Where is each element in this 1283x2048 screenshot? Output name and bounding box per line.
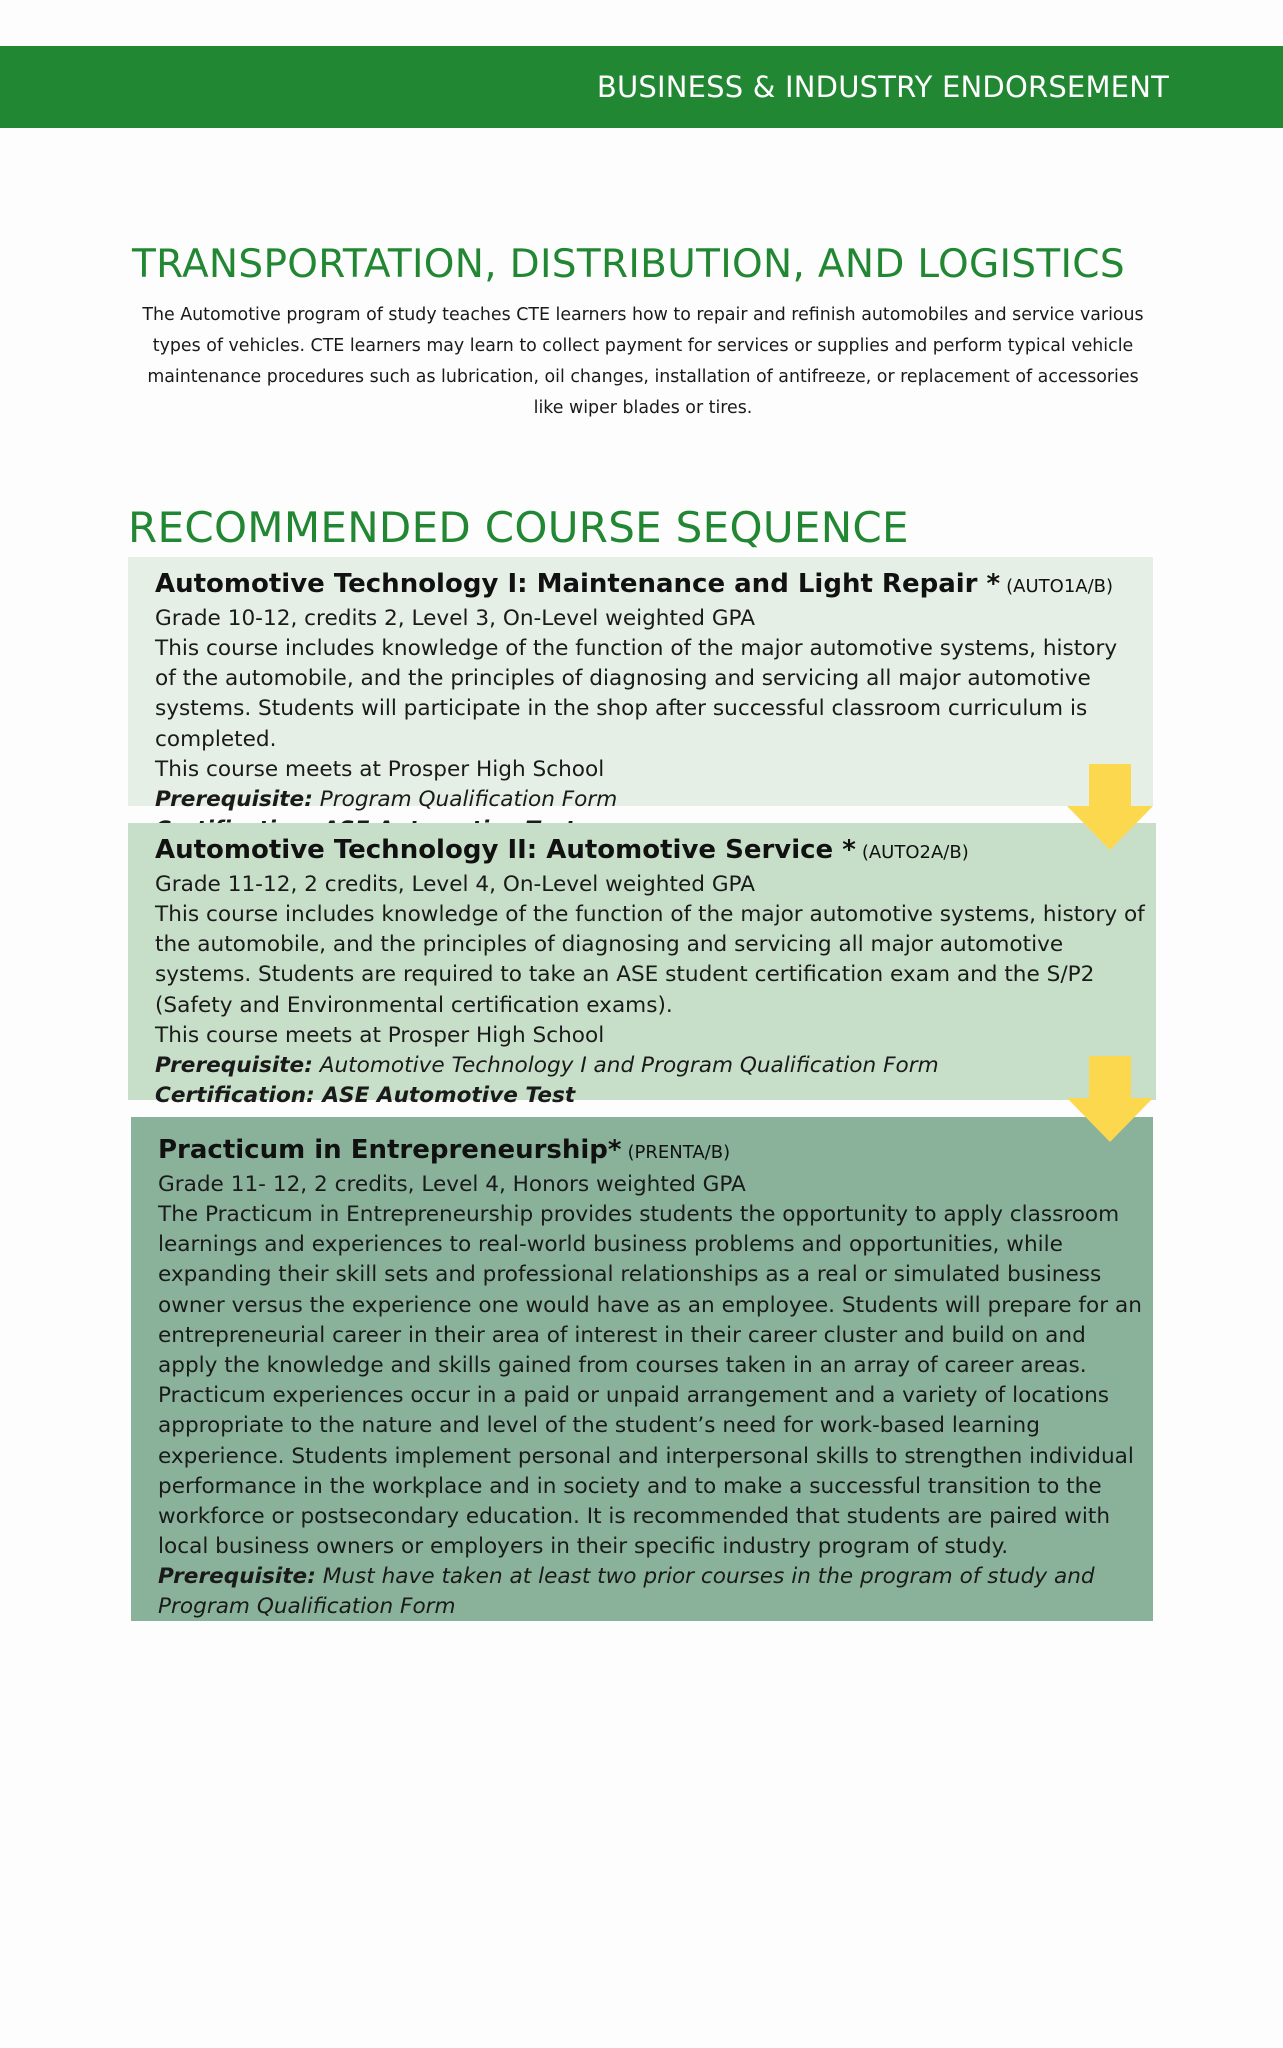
course-code: (PRENTA/B) — [627, 1142, 731, 1163]
program-title: TRANSPORTATION, DISTRIBUTION, AND LOGISTICS — [132, 242, 1125, 287]
course-description: The Practicum in Entrepreneurship provides students the opportunity to apply classroom learnings and experiences to real-world business problems and opportunities, while expanding their skill sets and professional relationships as a real or simulated business owner versus the experience one would have as an employee. Students will prepare for an entrepreneurial career in their area of interest in their career cluster and build on and apply the knowledge and skills gained from courses taken in an array of career areas. Practicum experiences occur in a paid or unpaid arrangement and a variety of locations appropriate to the nature and level of the student’s need for work-based learning experience. Students implement personal and interpersonal skills to strengthen individual performance in the workplace and in society and to make a successful transition to the workforce or postsecondary education. It is recommended that students are paired with local business owners or employers in their specific industry program of study. — [158, 1202, 1142, 1560]
course-description: This course includes knowledge of the function of the major automotive systems, history of the automobile, and the principles of diagnosing and servicing all major automotive systems. Students will participate in the shop after successful classroom curriculum is completed. — [155, 636, 1118, 752]
course-card-practicum — [131, 1117, 1153, 1621]
course-card-auto1 — [128, 557, 1153, 812]
course-prerequisite: Prerequisite: Must have taken at least two prior courses in the program of study and Program Qualification Form — [158, 1564, 1095, 1620]
header-title: BUSINESS & INDUSTRY ENDORSEMENT — [596, 70, 1169, 104]
course-details: Grade 11- 12, 2 credits, Level 4, Honors weighted GPA — [158, 1172, 746, 1197]
course-card-auto2 — [128, 823, 1156, 1108]
course-certification: Certification: ASE Automotive Test — [155, 1082, 576, 1108]
program-intro: The Automotive program of study teaches CTE learners how to repair and refinish automobiles and service various types of vehicles. CTE learners may learn to collect payment for services or supplies and perform typical vehicle maintenance procedures such as lubrication, oil changes, installation of antifreeze, or replacement of accessories like wiper blades or tires. — [142, 305, 1144, 418]
arrow-down-icon — [1067, 1056, 1153, 1142]
header-bar — [0, 46, 1283, 128]
course-code: (AUTO2A/B) — [861, 842, 969, 863]
course-details: Grade 10-12, credits 2, Level 3, On-Level weighted GPA — [155, 606, 755, 631]
course-title: Automotive Technology II: Automotive Service * (AUTO2A/B) — [155, 835, 969, 865]
sequence-title: RECOMMENDED COURSE SEQUENCE — [128, 503, 909, 552]
course-location: This course meets at Prosper High School — [155, 756, 605, 782]
course-title: Automotive Technology I: Maintenance and Light Repair * (AUTO1A/B) — [155, 569, 1114, 599]
course-prerequisite: Prerequisite: Automotive Technology I and Program Qualification Form — [155, 1052, 939, 1078]
arrow-down-icon — [1067, 764, 1153, 850]
course-code: (AUTO1A/B) — [1006, 576, 1114, 597]
course-prerequisite: Prerequisite: Program Qualification Form — [155, 786, 618, 812]
course-details: Grade 11-12, 2 credits, Level 4, On-Level weighted GPA — [155, 872, 755, 897]
course-title: Practicum in Entrepreneurship* (PRENTA/B) — [158, 1135, 731, 1165]
course-location: This course meets at Prosper High School — [155, 1022, 605, 1048]
course-description: This course includes knowledge of the function of the major automotive systems, history of the automobile, and the principles of diagnosing and servicing all major automotive systems. Students are required to take an ASE student certification exam and the S/P2 (Safety and Environmental certification exams). — [155, 902, 1145, 1018]
